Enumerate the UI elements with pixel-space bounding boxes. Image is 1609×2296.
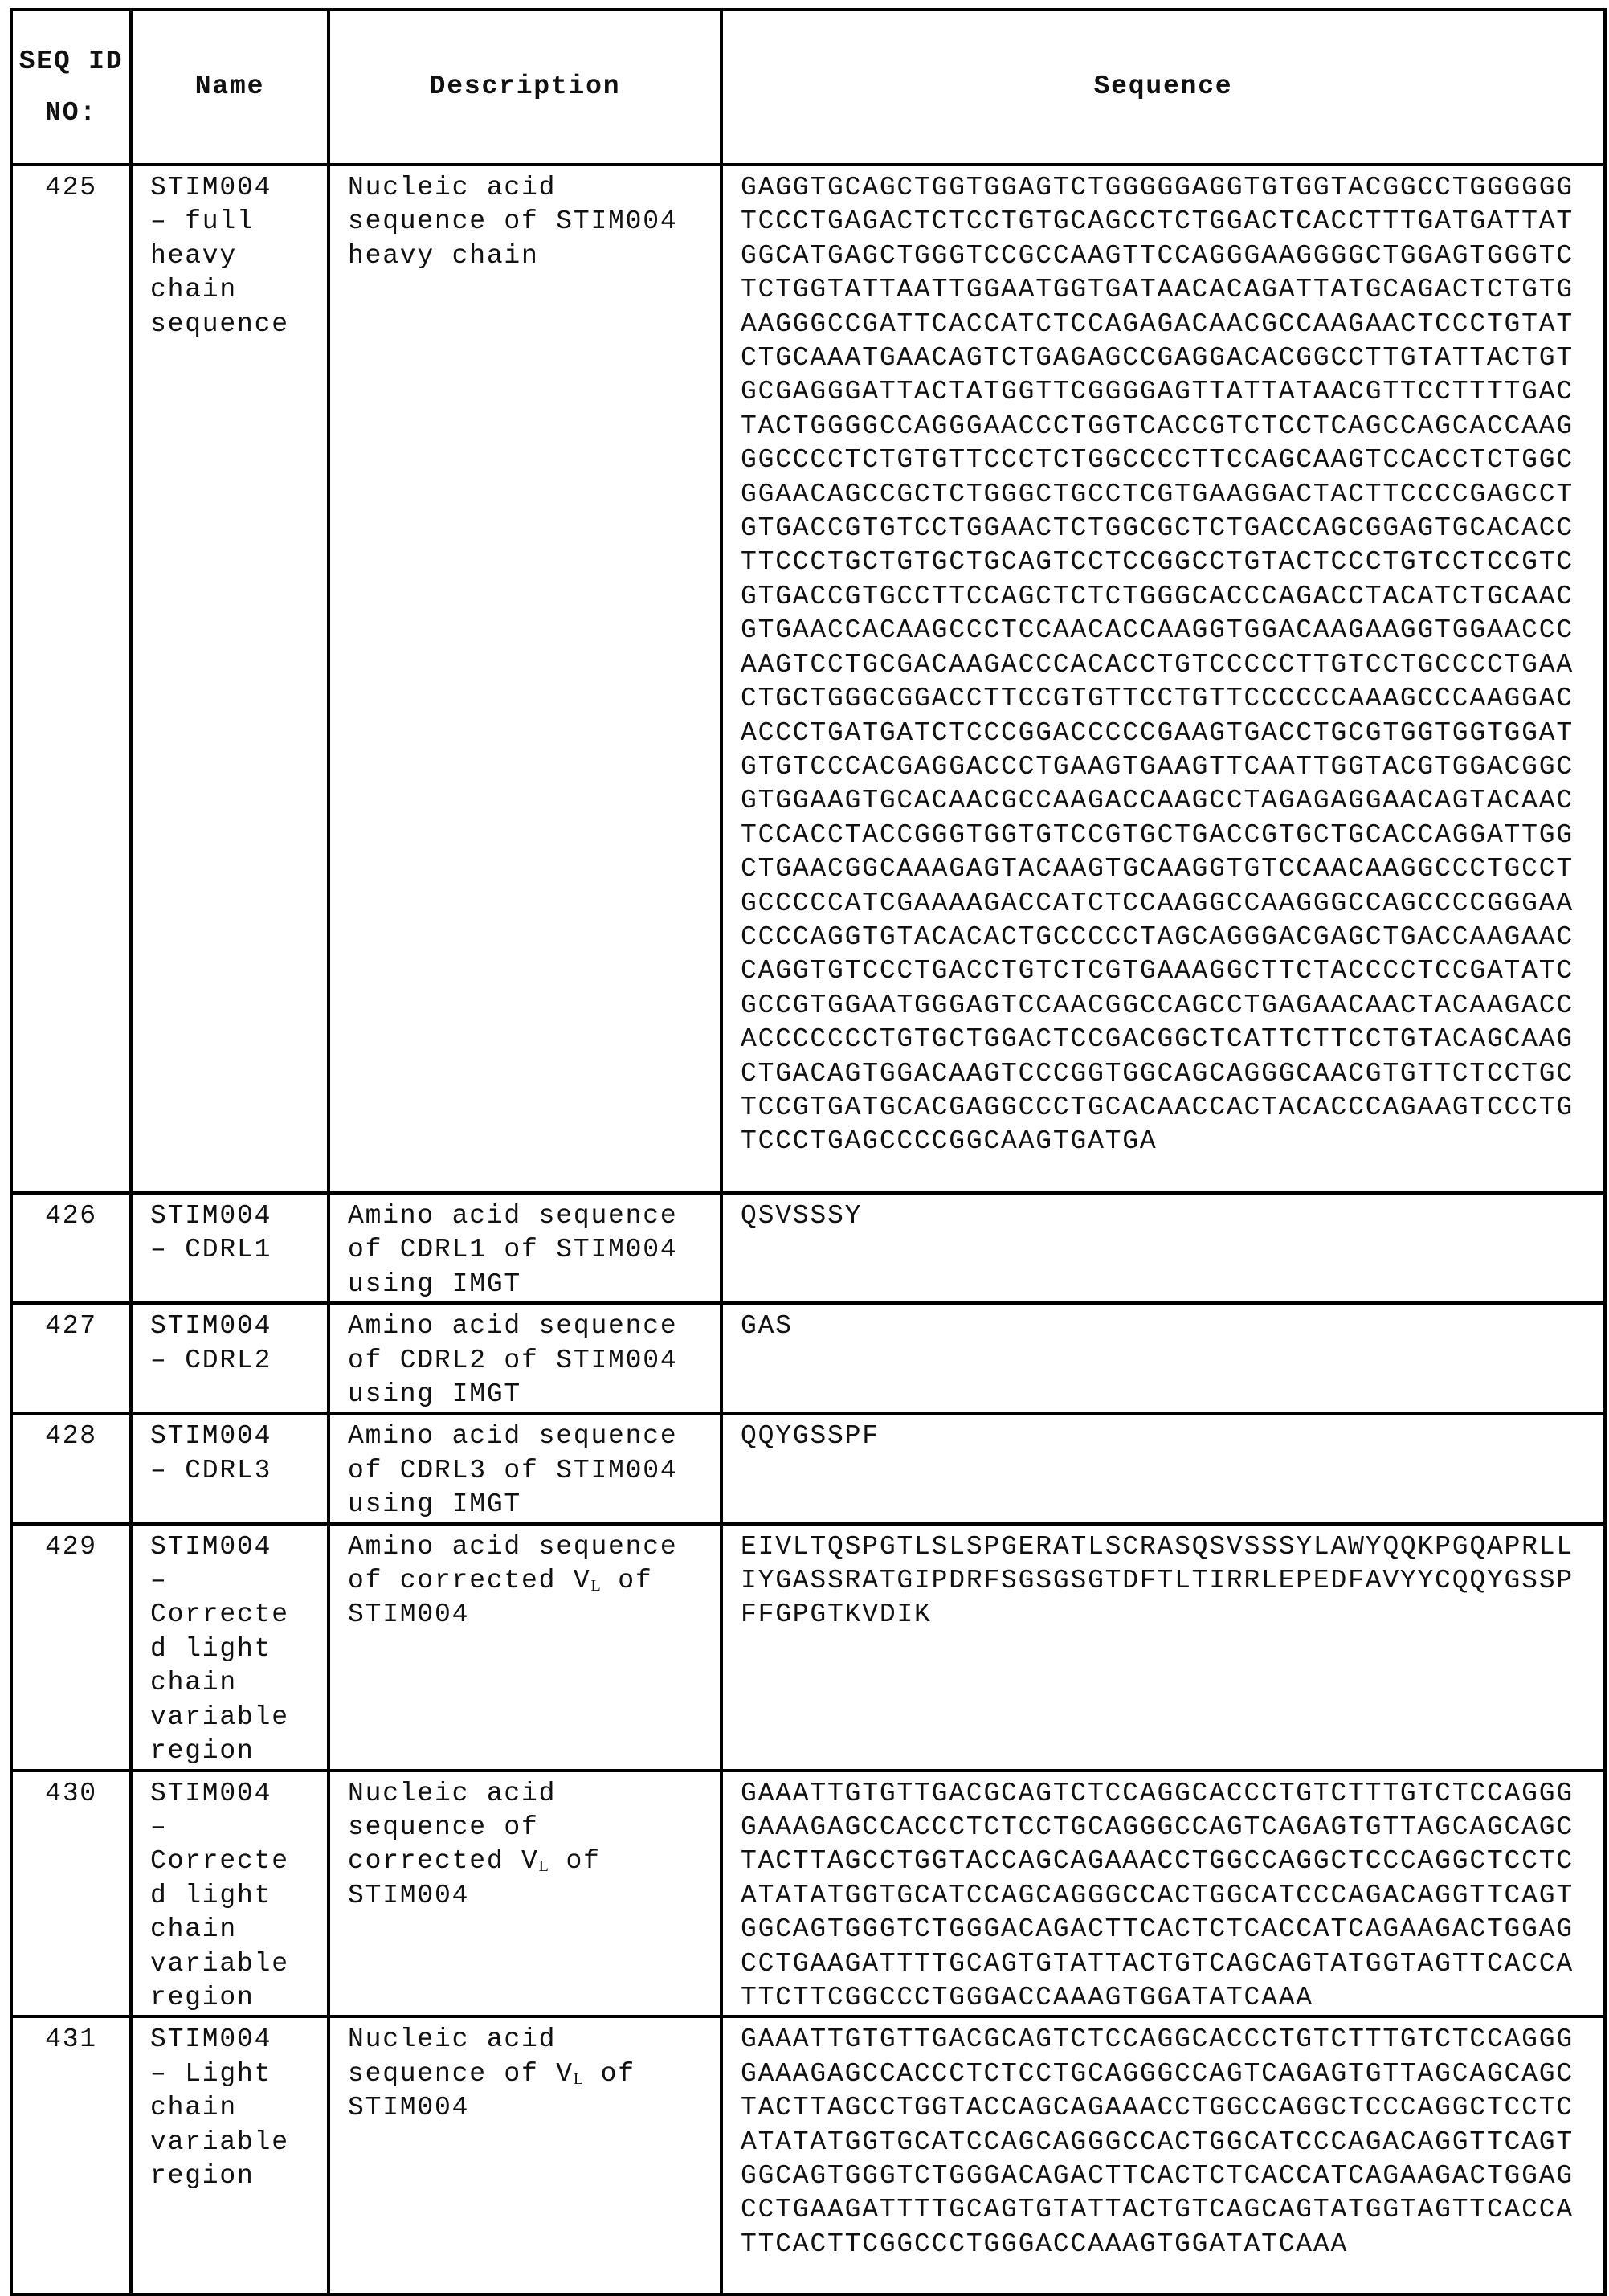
sequence-cell xyxy=(721,165,1605,1193)
description-text: Nucleic acid sequence of corrected V xyxy=(348,1779,556,1877)
description-cell xyxy=(329,1303,721,1413)
description-cell xyxy=(329,1771,721,2017)
description-text: Amino acid sequence of CDRL1 of STIM004 using IMGT xyxy=(348,1201,677,1299)
seq-id: 427 xyxy=(45,1311,97,1341)
sequence-cell xyxy=(721,1413,1605,1523)
seq-id: 428 xyxy=(45,1421,97,1451)
description-cell xyxy=(329,165,721,1193)
seq-id: 425 xyxy=(45,173,97,202)
description-subscript: L xyxy=(539,1857,549,1875)
seq-id: 429 xyxy=(45,1532,97,1562)
sequence-cell xyxy=(721,1303,1605,1413)
sequence-text: GAGGTGCAGCTGGTGGAGTCTGGGGGAGGTGTGGTACGGCCTGGGGGGTCCCTGAGACTCTCCTGTGCAGCCTCTGGACTCACCTTTGATGATTATGGCATGAGCTGGGTCCGCCAAGTTCCAGGGAAGGGGCTGGAGTGGGTCTCTGGTATTAATTGGAATGGTGATAACACAGATTATGCAGACTCTGTGAAGGGCCGATTCACCATCTCCAGAGACAACGCCAAGAACTCCCTGTATCTGCAAATGAACAGTCTGAGAGCCGAGGACACGGCCTTGTATTACTGTGCGAGGGATTACTATGGTTCGGGGAGTTATTATAACGTTCCTTTTGACTACTGGGGCCAGGGAACCCTGGTCACCGTCTCCTCAGCCAGCACCAAGGGCCCCTCTGTGTTCCCTCTGGCCCCTTCCAGCAAGTCCACCTCTGGCGGAACAGCCGCTCTGGGCTGCCTCGTGAAGGACTACTTCCCCGAGCCTGTGACCGTGTCCTGGAACTCTGGCGCTCTGACCAGCGGAGTGCACACCTTCCCTGCTGTGCTGCAGTCCTCCGGCCTGTACTCCCTGTCCTCCGTCGTGACCGTGCCTTCCAGCTCTCTGGGCACCCAGACCTACATCTGCAACGTGAACCACAAGCCCTCCAACACCAAGGTGGACAAGAAGGTGGAACCCAAGTCCTGCGACAAGACCCACACCTGTCCCCCTTGTCCTGCCCCTGAACTGCTGGGCGGACCTTCCGTGTTCCTGTTCCCCCCAAAGCCCAAGGACACCCTGATGATCTCCCGGACCCCCGAAGTGACCTGCGTGGTGGTGGATGTGTCCCACGAGGACCCTGAAGTGAAGTTCAATTGGTACGTGGACGGCGTGGAAGTGCACAACGCCAAGACCAAGCCTAGAGAGGAACAGTACAACTCCACCTACCGGGTGGTGTCCGTGCTGACCGTGCTGCACCAGGATTGGCTGAACGGCAAAGAGTACAAGTGCAAGGTGTCCAACAAGGCCCTGCCTGCCCCCATCGAAAAGACCATCTCCAAGGCCAAGGGCCAGCCCCGGGAACCCCAGGTGTACACACTGCCCCCTAGCAGGGACGAGCTGACCAAGAACCAGGTGTCCCTGACCTGTCTCGTGAAAGGCTTCTACCCCTCCGATATCGCCGTGGAATGGGAGTCCAACGGCCAGCCTGAGAACAACTACAAGACCACCCCCCCTGTGCTGGACTCCGACGGCTCATTCTTCCTGTACAGCAAGCTGACAGTGGACAAGTCCCGGTGGCAGCAGGGCAACGTGTTCTCCTGCTCCGTGATGCACGAGGCCCTGCACAACCACTACACCCAGAAGTCCCTGTCCCTGAGCCCCGGCAAGTGATGA xyxy=(741,171,1576,1159)
description-text-end: of STIM004 xyxy=(348,1566,652,1629)
table-row xyxy=(11,1413,1605,1523)
sequence-name: STIM004 – CDRL2 xyxy=(150,1309,295,1378)
description-text: Amino acid sequence of CDRL3 of STIM004 using IMGT xyxy=(348,1421,677,1519)
sequence-cell xyxy=(721,2016,1605,2294)
sequence-name: STIM004 – Corrected light chain variable region xyxy=(150,1777,295,2016)
description-subscript: L xyxy=(590,1577,600,1595)
seq-id: 431 xyxy=(45,2024,97,2054)
header-name: Name xyxy=(131,10,329,165)
description-cell xyxy=(329,1413,721,1523)
description-text: Nucleic acid sequence of V xyxy=(348,2024,574,2088)
sequence-name: STIM004 – CDRL1 xyxy=(150,1199,295,1268)
table-row xyxy=(11,1193,1605,1303)
sequence-description xyxy=(348,2023,685,2125)
sequence-text: EIVLTQSPGTLSLSPGERATLSCRASQSVSSSYLAWYQQKPGQAPRLLIYGASSRATGIPDRFSGSGSGTDFTLTIRRLEPEDFAVYYCQQYGSSPFFGPGTKVDIK xyxy=(741,1530,1576,1632)
name-cell xyxy=(131,1524,329,1771)
seq-id: 426 xyxy=(45,1201,97,1231)
description-cell xyxy=(329,2016,721,2294)
description-cell xyxy=(329,1193,721,1303)
description-text-end: of STIM004 xyxy=(348,1846,601,1910)
sequence-name: STIM004 – full heavy chain sequence xyxy=(150,171,295,341)
table-row xyxy=(11,2016,1605,2294)
name-cell xyxy=(131,1413,329,1523)
sequence-text: GAS xyxy=(741,1309,1576,1343)
description-text-end: of STIM004 xyxy=(348,2059,635,2122)
description-cell xyxy=(329,1524,721,1771)
sequence-text: QQYGSSPF xyxy=(741,1420,1576,1453)
sequence-text: QSVSSSY xyxy=(741,1199,1576,1233)
name-cell xyxy=(131,1771,329,2017)
sequence-description xyxy=(348,1420,685,1522)
sequence-name: STIM004 – CDRL3 xyxy=(150,1420,295,1488)
sequence-name: STIM004 – Light chain variable region xyxy=(150,2023,295,2193)
table-row xyxy=(11,1303,1605,1413)
table-row xyxy=(11,1524,1605,1771)
table-row xyxy=(11,165,1605,1193)
table-row xyxy=(11,1771,1605,2017)
sequence-cell xyxy=(721,1193,1605,1303)
sequence-description xyxy=(348,1309,685,1412)
sequence-table xyxy=(10,8,1607,2296)
seq-id-cell xyxy=(11,1524,131,1771)
seq-id-cell xyxy=(11,1303,131,1413)
name-cell xyxy=(131,1303,329,1413)
seq-id-cell xyxy=(11,2016,131,2294)
seq-id-cell xyxy=(11,165,131,1193)
header-row xyxy=(11,10,1605,165)
seq-id: 430 xyxy=(45,1779,97,1808)
seq-id-cell xyxy=(11,1413,131,1523)
description-subscript: L xyxy=(574,2070,583,2088)
seq-id-cell xyxy=(11,1771,131,2017)
sequence-description xyxy=(348,171,685,273)
sequence-cell xyxy=(721,1524,1605,1771)
sequence-text: GAAATTGTGTTGACGCAGTCTCCAGGCACCCTGTCTTTGTCTCCAGGGGAAAGAGCCACCCTCTCCTGCAGGGCCAGTCAGAGTGTTAGCAGCAGCTACTTAGCCTGGTACCAGCAGAAACCTGGCCAGGCTCCCAGGCTCCTCATATATGGTGCATCCAGCAGGGCCACTGGCATCCCAGACAGGTTCAGTGGCAGTGGGTCTGGGACAGACTTCACTCTCACCATCAGAAGACTGGAGCCTGAAGATTTTGCAGTGTATTACTGTCAGCAGTATGGTAGTTCACCATTCTTCGGCCCTGGGACCAAAGTGGATATCAAA xyxy=(741,1777,1576,2016)
sequence-description xyxy=(348,1199,685,1301)
sequence-text: GAAATTGTGTTGACGCAGTCTCCAGGCACCCTGTCTTTGTCTCCAGGGGAAAGAGCCACCCTCTCCTGCAGGGCCAGTCAGAGTGTTAGCAGCAGCTACTTAGCCTGGTACCAGCAGAAACCTGGCCAGGCTCCCAGGCTCCTCATATATGGTGCATCCAGCAGGGCCACTGGCATCCCAGACAGGTTCAGTGGCAGTGGGTCTGGGACAGACTTCACTCTCACCATCAGAAGACTGGAGCCTGAAGATTTTGCAGTGTATTACTGTCAGCAGTATGGTAGTTCACCATTCACTTCGGCCCTGGGACCAAAGTGGATATCAAA xyxy=(741,2023,1576,2261)
header-sequence: Sequence xyxy=(721,10,1605,165)
sequence-name: STIM004 – Corrected light chain variable region xyxy=(150,1530,295,1769)
description-text: Amino acid sequence of CDRL2 of STIM004 using IMGT xyxy=(348,1311,677,1409)
name-cell xyxy=(131,1193,329,1303)
header-seq-id: SEQ ID NO: xyxy=(11,10,131,165)
header-description: Description xyxy=(329,10,721,165)
name-cell xyxy=(131,165,329,1193)
description-text: Nucleic acid sequence of STIM004 heavy chain xyxy=(348,173,677,271)
sequence-description xyxy=(348,1530,685,1632)
seq-id-cell xyxy=(11,1193,131,1303)
sequence-description xyxy=(348,1777,685,1914)
sequence-cell xyxy=(721,1771,1605,2017)
name-cell xyxy=(131,2016,329,2294)
description-text: Amino acid sequence of corrected V xyxy=(348,1532,677,1595)
